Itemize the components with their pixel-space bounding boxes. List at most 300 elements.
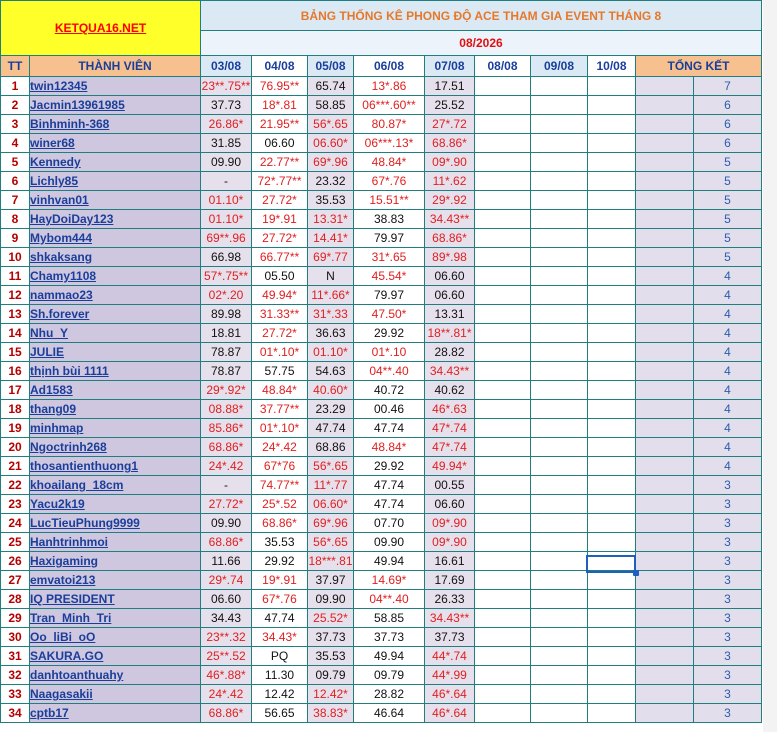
score-cell[interactable]: 11.30 <box>252 666 308 685</box>
row-number-cell[interactable]: 8 <box>1 210 30 229</box>
score-cell[interactable] <box>475 115 531 134</box>
total-cell[interactable]: 4 <box>694 457 762 476</box>
total-cell[interactable]: 3 <box>694 495 762 514</box>
total-spacer-cell[interactable] <box>636 134 694 153</box>
score-cell[interactable]: 79.97 <box>354 286 425 305</box>
score-cell[interactable] <box>475 381 531 400</box>
score-cell[interactable] <box>588 248 636 267</box>
score-cell[interactable] <box>531 685 588 704</box>
total-spacer-cell[interactable] <box>636 666 694 685</box>
score-cell[interactable] <box>475 666 531 685</box>
score-cell[interactable]: 56.65 <box>252 704 308 723</box>
score-cell[interactable]: 09.90 <box>354 533 425 552</box>
total-cell[interactable]: 4 <box>694 400 762 419</box>
score-cell[interactable]: 46.64 <box>354 704 425 723</box>
header-total[interactable]: TỔNG KẾT <box>636 56 762 77</box>
header-date-5[interactable]: 07/08 <box>425 56 475 77</box>
score-cell[interactable]: 37.97 <box>308 571 354 590</box>
total-spacer-cell[interactable] <box>636 400 694 419</box>
score-cell[interactable] <box>475 685 531 704</box>
member-name-cell[interactable]: Tran_Minh_Tri <box>30 609 201 628</box>
score-cell[interactable] <box>475 438 531 457</box>
score-cell[interactable] <box>588 438 636 457</box>
score-cell[interactable]: 25.52* <box>308 609 354 628</box>
score-cell[interactable]: 12.42 <box>252 685 308 704</box>
total-spacer-cell[interactable] <box>636 115 694 134</box>
table-row[interactable] <box>1 362 762 381</box>
score-cell[interactable]: 34.43** <box>425 210 475 229</box>
row-number-cell[interactable]: 21 <box>1 457 30 476</box>
total-spacer-cell[interactable] <box>636 590 694 609</box>
header-date-7[interactable]: 09/08 <box>531 56 588 77</box>
score-cell[interactable]: 66.98 <box>201 248 252 267</box>
score-cell[interactable]: 31.85 <box>201 134 252 153</box>
score-cell[interactable]: 06.60 <box>201 590 252 609</box>
member-name-cell[interactable]: SAKURA.GO <box>30 647 201 666</box>
score-cell[interactable]: 54.63 <box>308 362 354 381</box>
score-cell[interactable]: 80.87* <box>354 115 425 134</box>
score-cell[interactable]: 47.50* <box>354 305 425 324</box>
score-cell[interactable]: 09*.90 <box>425 514 475 533</box>
table-row[interactable] <box>1 609 762 628</box>
member-name-cell[interactable]: cptb17 <box>30 704 201 723</box>
score-cell[interactable]: 46*.64 <box>425 704 475 723</box>
total-cell[interactable]: 6 <box>694 115 762 134</box>
score-cell[interactable]: 31*.65 <box>354 248 425 267</box>
score-cell[interactable]: 29*.92* <box>201 381 252 400</box>
score-cell[interactable] <box>531 248 588 267</box>
score-cell[interactable] <box>588 400 636 419</box>
header-date-2[interactable]: 04/08 <box>252 56 308 77</box>
table-row[interactable] <box>1 457 762 476</box>
row-number-cell[interactable]: 29 <box>1 609 30 628</box>
score-cell[interactable] <box>475 476 531 495</box>
total-spacer-cell[interactable] <box>636 191 694 210</box>
score-cell[interactable]: 06***.13* <box>354 134 425 153</box>
table-row[interactable] <box>1 628 762 647</box>
total-cell[interactable]: 3 <box>694 628 762 647</box>
score-cell[interactable] <box>475 153 531 172</box>
total-spacer-cell[interactable] <box>636 514 694 533</box>
score-cell[interactable]: 11*.66* <box>308 286 354 305</box>
row-number-cell[interactable]: 27 <box>1 571 30 590</box>
score-cell[interactable]: 66.77** <box>252 248 308 267</box>
total-cell[interactable]: 4 <box>694 343 762 362</box>
score-cell[interactable] <box>588 172 636 191</box>
score-cell[interactable]: 78.87 <box>201 362 252 381</box>
score-cell[interactable] <box>531 362 588 381</box>
score-cell[interactable]: 31*.33 <box>308 305 354 324</box>
score-cell[interactable]: 23.29 <box>308 400 354 419</box>
member-name-cell[interactable]: danhtoanthuahy <box>30 666 201 685</box>
score-cell[interactable] <box>588 514 636 533</box>
score-cell[interactable]: 29.92 <box>354 457 425 476</box>
score-cell[interactable]: 36.63 <box>308 324 354 343</box>
score-cell[interactable] <box>531 495 588 514</box>
total-cell[interactable]: 5 <box>694 248 762 267</box>
score-cell[interactable] <box>588 191 636 210</box>
row-number-cell[interactable]: 2 <box>1 96 30 115</box>
row-number-cell[interactable]: 5 <box>1 153 30 172</box>
score-cell[interactable]: 01.10* <box>201 191 252 210</box>
score-cell[interactable]: 34.43* <box>252 628 308 647</box>
score-cell[interactable] <box>531 96 588 115</box>
score-cell[interactable]: 46*.64 <box>425 685 475 704</box>
score-cell[interactable]: 89.98 <box>201 305 252 324</box>
score-cell[interactable]: 06.60 <box>425 267 475 286</box>
score-cell[interactable] <box>588 286 636 305</box>
score-cell[interactable]: 44*.99 <box>425 666 475 685</box>
total-spacer-cell[interactable] <box>636 286 694 305</box>
row-number-cell[interactable]: 22 <box>1 476 30 495</box>
score-cell[interactable] <box>531 552 588 571</box>
score-cell[interactable]: 29.92 <box>354 324 425 343</box>
table-row[interactable] <box>1 419 762 438</box>
total-cell[interactable]: 4 <box>694 419 762 438</box>
table-row[interactable] <box>1 666 762 685</box>
score-cell[interactable]: 09.79 <box>308 666 354 685</box>
score-cell[interactable]: 27.72* <box>252 324 308 343</box>
score-cell[interactable]: 67*76 <box>252 457 308 476</box>
score-cell[interactable] <box>588 666 636 685</box>
score-cell[interactable]: 06.60 <box>425 286 475 305</box>
score-cell[interactable]: 13.31* <box>308 210 354 229</box>
site-logo-cell[interactable]: KETQUA16.NET <box>1 1 201 56</box>
score-cell[interactable]: 48.84* <box>354 438 425 457</box>
row-number-cell[interactable]: 1 <box>1 77 30 96</box>
score-cell[interactable]: 34.43 <box>201 609 252 628</box>
header-date-3[interactable]: 05/08 <box>308 56 354 77</box>
score-cell[interactable] <box>531 609 588 628</box>
score-cell[interactable]: 09*.90 <box>425 533 475 552</box>
score-cell[interactable]: 09.90 <box>308 590 354 609</box>
score-cell[interactable] <box>475 571 531 590</box>
score-cell[interactable]: 00.55 <box>425 476 475 495</box>
table-row[interactable] <box>1 495 762 514</box>
total-spacer-cell[interactable] <box>636 172 694 191</box>
score-cell[interactable]: 23**.75** <box>201 77 252 96</box>
score-cell[interactable]: 11*.77 <box>308 476 354 495</box>
header-date-1[interactable]: 03/08 <box>201 56 252 77</box>
score-cell[interactable] <box>475 647 531 666</box>
sheet-title-cell[interactable]: BẢNG THỐNG KÊ PHONG ĐỘ ACE THAM GIA EVENT THÁNG 8 <box>201 1 762 31</box>
score-cell[interactable] <box>588 96 636 115</box>
table-row[interactable] <box>1 704 762 723</box>
score-cell[interactable]: 09*.90 <box>425 153 475 172</box>
score-cell[interactable] <box>475 305 531 324</box>
member-name-cell[interactable]: nammao23 <box>30 286 201 305</box>
total-cell[interactable]: 5 <box>694 153 762 172</box>
total-spacer-cell[interactable] <box>636 324 694 343</box>
total-cell[interactable]: 4 <box>694 362 762 381</box>
total-cell[interactable]: 5 <box>694 210 762 229</box>
total-cell[interactable]: 3 <box>694 647 762 666</box>
member-name-cell[interactable]: Chamy1108 <box>30 267 201 286</box>
score-cell[interactable]: 68.86* <box>425 134 475 153</box>
score-cell[interactable] <box>588 77 636 96</box>
member-name-cell[interactable]: Jacmin13961985 <box>30 96 201 115</box>
total-spacer-cell[interactable] <box>636 248 694 267</box>
score-cell[interactable]: 14.41* <box>308 229 354 248</box>
total-spacer-cell[interactable] <box>636 704 694 723</box>
score-cell[interactable]: 78.87 <box>201 343 252 362</box>
row-number-cell[interactable]: 24 <box>1 514 30 533</box>
row-number-cell[interactable]: 16 <box>1 362 30 381</box>
score-cell[interactable] <box>531 381 588 400</box>
score-cell[interactable]: 40.60* <box>308 381 354 400</box>
vertical-scrollbar[interactable] <box>763 0 777 732</box>
score-cell[interactable]: 14.69* <box>354 571 425 590</box>
score-cell[interactable] <box>531 172 588 191</box>
score-cell[interactable]: 11*.62 <box>425 172 475 191</box>
score-cell[interactable]: 67*.76 <box>252 590 308 609</box>
score-cell[interactable] <box>531 153 588 172</box>
score-cell[interactable]: 68.86* <box>425 229 475 248</box>
score-cell[interactable] <box>475 229 531 248</box>
row-number-cell[interactable]: 34 <box>1 704 30 723</box>
score-cell[interactable]: 47.74 <box>354 419 425 438</box>
member-name-cell[interactable]: IQ PRESIDENT <box>30 590 201 609</box>
row-number-cell[interactable]: 10 <box>1 248 30 267</box>
score-cell[interactable]: 25**.52 <box>201 647 252 666</box>
score-cell[interactable]: 47.74 <box>252 609 308 628</box>
member-name-cell[interactable]: Ad1583 <box>30 381 201 400</box>
score-cell[interactable] <box>475 514 531 533</box>
score-cell[interactable] <box>475 191 531 210</box>
score-cell[interactable] <box>531 457 588 476</box>
total-spacer-cell[interactable] <box>636 96 694 115</box>
score-cell[interactable]: 34.43** <box>425 362 475 381</box>
score-cell[interactable]: 06.60 <box>425 495 475 514</box>
score-cell[interactable] <box>531 476 588 495</box>
score-cell[interactable]: 28.82 <box>354 685 425 704</box>
header-date-8[interactable]: 10/08 <box>588 56 636 77</box>
row-number-cell[interactable]: 6 <box>1 172 30 191</box>
table-row[interactable] <box>1 400 762 419</box>
score-cell[interactable] <box>475 400 531 419</box>
score-cell[interactable]: 47.74 <box>308 419 354 438</box>
score-cell[interactable]: 58.85 <box>308 96 354 115</box>
score-cell[interactable]: 37.77** <box>252 400 308 419</box>
table-row[interactable] <box>1 153 762 172</box>
score-cell[interactable] <box>531 571 588 590</box>
score-cell[interactable]: 35.53 <box>252 533 308 552</box>
score-cell[interactable]: 49.94 <box>354 647 425 666</box>
total-cell[interactable]: 6 <box>694 134 762 153</box>
row-number-cell[interactable]: 19 <box>1 419 30 438</box>
score-cell[interactable]: 22.77** <box>252 153 308 172</box>
score-cell[interactable]: 49.94 <box>354 552 425 571</box>
table-row[interactable] <box>1 305 762 324</box>
score-cell[interactable]: PQ <box>252 647 308 666</box>
total-spacer-cell[interactable] <box>636 153 694 172</box>
row-number-cell[interactable]: 7 <box>1 191 30 210</box>
table-row[interactable] <box>1 210 762 229</box>
score-cell[interactable]: 69*.77 <box>308 248 354 267</box>
score-cell[interactable] <box>475 362 531 381</box>
score-cell[interactable]: 28.82 <box>425 343 475 362</box>
total-cell[interactable]: 4 <box>694 381 762 400</box>
score-cell[interactable]: 07.70 <box>354 514 425 533</box>
score-cell[interactable] <box>475 96 531 115</box>
score-cell[interactable]: 24*.42 <box>201 685 252 704</box>
table-row[interactable] <box>1 77 762 96</box>
score-cell[interactable]: 65.74 <box>308 77 354 96</box>
member-name-cell[interactable]: vinhvan01 <box>30 191 201 210</box>
score-cell[interactable]: 72*.77** <box>252 172 308 191</box>
score-cell[interactable]: 37.73 <box>308 628 354 647</box>
score-cell[interactable]: 74.77** <box>252 476 308 495</box>
score-cell[interactable] <box>475 343 531 362</box>
score-cell[interactable]: 69*.96 <box>308 153 354 172</box>
table-row[interactable] <box>1 514 762 533</box>
score-cell[interactable]: 24*.42 <box>201 457 252 476</box>
score-cell[interactable]: 13*.86 <box>354 77 425 96</box>
score-cell[interactable]: 26.33 <box>425 590 475 609</box>
score-cell[interactable] <box>588 685 636 704</box>
score-cell[interactable]: 23**.32 <box>201 628 252 647</box>
table-row[interactable] <box>1 343 762 362</box>
score-cell[interactable] <box>588 495 636 514</box>
score-cell[interactable]: 34.43** <box>425 609 475 628</box>
score-cell[interactable] <box>475 419 531 438</box>
score-cell[interactable]: 37.73 <box>354 628 425 647</box>
total-spacer-cell[interactable] <box>636 628 694 647</box>
score-cell[interactable]: 47*.74 <box>425 419 475 438</box>
score-cell[interactable] <box>588 134 636 153</box>
score-cell[interactable]: 40.62 <box>425 381 475 400</box>
score-cell[interactable] <box>531 438 588 457</box>
table-row[interactable] <box>1 229 762 248</box>
score-cell[interactable]: - <box>201 172 252 191</box>
header-tt[interactable]: TT <box>1 56 30 77</box>
score-cell[interactable] <box>475 210 531 229</box>
score-cell[interactable]: 37.73 <box>425 628 475 647</box>
score-cell[interactable] <box>531 533 588 552</box>
score-cell[interactable] <box>531 134 588 153</box>
total-spacer-cell[interactable] <box>636 419 694 438</box>
score-cell[interactable]: 76.95** <box>252 77 308 96</box>
score-cell[interactable]: 47*.74 <box>425 438 475 457</box>
score-cell[interactable]: 24*.42 <box>252 438 308 457</box>
header-date-4[interactable]: 06/08 <box>354 56 425 77</box>
total-cell[interactable]: 4 <box>694 286 762 305</box>
score-cell[interactable]: 49.94* <box>425 457 475 476</box>
member-name-cell[interactable]: Hanhtrinhmoi <box>30 533 201 552</box>
score-cell[interactable]: 68.86* <box>201 438 252 457</box>
score-cell[interactable] <box>588 533 636 552</box>
score-cell[interactable] <box>588 381 636 400</box>
total-spacer-cell[interactable] <box>636 571 694 590</box>
total-spacer-cell[interactable] <box>636 476 694 495</box>
score-cell[interactable]: 09.79 <box>354 666 425 685</box>
score-cell[interactable] <box>588 153 636 172</box>
score-cell[interactable]: 17.69 <box>425 571 475 590</box>
score-cell[interactable] <box>531 324 588 343</box>
member-name-cell[interactable]: Lichly85 <box>30 172 201 191</box>
score-cell[interactable] <box>475 495 531 514</box>
score-cell[interactable] <box>588 305 636 324</box>
score-cell[interactable]: 25*.52 <box>252 495 308 514</box>
score-cell[interactable]: 18.81 <box>201 324 252 343</box>
score-cell[interactable] <box>531 704 588 723</box>
score-cell[interactable] <box>475 248 531 267</box>
member-name-cell[interactable]: Oo_liBi_oO <box>30 628 201 647</box>
score-cell[interactable] <box>475 134 531 153</box>
score-cell[interactable]: 13.31 <box>425 305 475 324</box>
header-date-6[interactable]: 08/08 <box>475 56 531 77</box>
score-cell[interactable] <box>531 305 588 324</box>
score-cell[interactable]: 48.84* <box>252 381 308 400</box>
total-spacer-cell[interactable] <box>636 609 694 628</box>
member-name-cell[interactable]: shkaksang <box>30 248 201 267</box>
score-cell[interactable] <box>475 286 531 305</box>
score-cell[interactable]: 68.86* <box>201 704 252 723</box>
score-cell[interactable] <box>588 628 636 647</box>
score-cell[interactable]: 69*.96 <box>308 514 354 533</box>
score-cell[interactable] <box>588 419 636 438</box>
member-name-cell[interactable]: thosantienthuong1 <box>30 457 201 476</box>
score-cell[interactable] <box>588 267 636 286</box>
score-cell[interactable] <box>531 191 588 210</box>
table-row[interactable] <box>1 533 762 552</box>
member-name-cell[interactable]: winer68 <box>30 134 201 153</box>
row-number-cell[interactable]: 4 <box>1 134 30 153</box>
score-cell[interactable]: 57*.75** <box>201 267 252 286</box>
total-spacer-cell[interactable] <box>636 457 694 476</box>
total-cell[interactable]: 3 <box>694 552 762 571</box>
table-row[interactable] <box>1 685 762 704</box>
total-cell[interactable]: 3 <box>694 476 762 495</box>
score-cell[interactable] <box>588 210 636 229</box>
total-spacer-cell[interactable] <box>636 647 694 666</box>
score-cell[interactable]: 06***.60** <box>354 96 425 115</box>
score-cell[interactable]: 67*.76 <box>354 172 425 191</box>
score-cell[interactable]: 09.90 <box>201 153 252 172</box>
total-cell[interactable]: 4 <box>694 324 762 343</box>
score-cell[interactable] <box>531 514 588 533</box>
total-spacer-cell[interactable] <box>636 305 694 324</box>
total-cell[interactable]: 5 <box>694 191 762 210</box>
member-name-cell[interactable]: Sh.forever <box>30 305 201 324</box>
total-spacer-cell[interactable] <box>636 362 694 381</box>
score-cell[interactable] <box>531 286 588 305</box>
member-name-cell[interactable]: LucTieuPhung9999 <box>30 514 201 533</box>
member-name-cell[interactable]: Kennedy <box>30 153 201 172</box>
total-spacer-cell[interactable] <box>636 267 694 286</box>
member-name-cell[interactable]: Naagasakii <box>30 685 201 704</box>
table-row[interactable] <box>1 115 762 134</box>
score-cell[interactable] <box>588 229 636 248</box>
score-cell[interactable]: 17.51 <box>425 77 475 96</box>
score-cell[interactable] <box>531 590 588 609</box>
total-cell[interactable]: 3 <box>694 685 762 704</box>
total-spacer-cell[interactable] <box>636 343 694 362</box>
total-spacer-cell[interactable] <box>636 381 694 400</box>
total-cell[interactable]: 4 <box>694 438 762 457</box>
score-cell[interactable]: 08.88* <box>201 400 252 419</box>
row-number-cell[interactable]: 23 <box>1 495 30 514</box>
row-number-cell[interactable]: 30 <box>1 628 30 647</box>
score-cell[interactable]: 69**.96 <box>201 229 252 248</box>
score-cell[interactable]: 68.86* <box>201 533 252 552</box>
row-number-cell[interactable]: 33 <box>1 685 30 704</box>
score-cell[interactable]: - <box>201 476 252 495</box>
score-cell[interactable]: 15.51** <box>354 191 425 210</box>
score-cell[interactable]: 57.75 <box>252 362 308 381</box>
score-cell[interactable]: 09.90 <box>201 514 252 533</box>
score-cell[interactable]: 85.86* <box>201 419 252 438</box>
